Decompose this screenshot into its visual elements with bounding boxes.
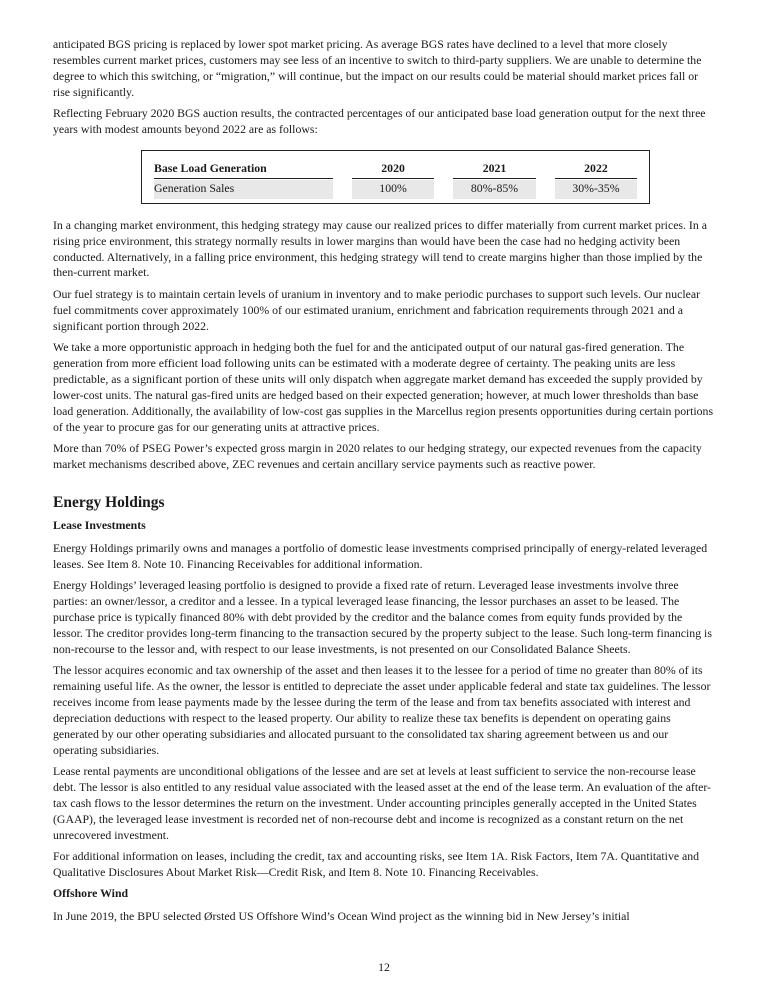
paragraph: The lessor acquires economic and tax ownership of the asset and then leases it to the lessee for a period of time no greater than 80% of its remaining useful life. As the owner, the lessor is entitled to depreciate the asset under applicable federal and state tax guidelines. The lessor receives income from lease payments made by the lessee during the term of the lease and from tax benefits associated with interest and depreciation deductions with respect to the leased property. Our ability to realize these tax benefits is dependent on operating gains generated by our other operating subsidiaries and allocated pursuant to the consolidated tax sharing agreement between us and our operating subsidiaries. — [53, 663, 711, 757]
paragraph: In June 2019, the BPU selected Ørsted US Offshore Wind’s Ocean Wind project as the winning bid in New Jersey’s initial — [53, 909, 630, 924]
table-header: 2021 — [453, 161, 535, 179]
subsection-title: Offshore Wind — [53, 886, 129, 901]
subsection-title: Lease Investments — [53, 517, 146, 532]
table-row — [154, 180, 637, 199]
table-header: Base Load Generation — [154, 161, 333, 179]
paragraph: Our fuel strategy is to maintain certain levels of uranium in inventory and to make periodic purchases to support such levels. Our nuclear fuel commitments cover approximately 100% of our estimated uranium, enrichment and fabrication requirements through 2021 and a significant portion through 2022. — [53, 286, 701, 333]
table-cell: 80%-85% — [453, 180, 535, 199]
page-number: 12 — [378, 960, 390, 974]
paragraph: For additional information on leases, including the credit, tax and accounting risks, see Item 1A. Risk Factors, Item 7A. Quantitative and Qualitative Disclosures About Market Risk—Credit Risk, and Item 8. Note 10. Financing Receivables. — [53, 849, 700, 879]
document-page — [53, 37, 715, 931]
table-header: 2022 — [555, 161, 637, 179]
hedge-table — [141, 150, 650, 204]
paragraph: In a changing market environment, this hedging strategy may cause our realized prices to differ materially from current market prices. In a rising price environment, this strategy normally results in lower margins than would have been the case had no hedging activity been conducted. Alternatively, in a falling price environment, this hedging strategy will tend to create margins higher than those implied by the then-current market. — [53, 217, 707, 280]
table-cell: Generation Sales — [154, 180, 333, 199]
section-title: Energy Holdings — [53, 493, 165, 511]
table-header: 2020 — [352, 161, 434, 179]
paragraph: Lease rental payments are unconditional obligations of the lessee and are set at levels at least sufficient to service the non-recourse lease debt. The lessor is also entitled to any residual value associated with the leased asset at the end of the lease term. An evaluation of the after-tax cash flows to the lessor determines the return on the investment. Under accounting principles generally accepted in the United States (GAAP), the leveraged lease investment is recorded net of non-recourse debt and income is recognized as a constant return on the net unrecovered investment. — [53, 764, 711, 842]
paragraph: Reflecting February 2020 BGS auction results, the contracted percentages of our anticipated base load generation output for the next three years with modest amounts beyond 2022 are as follows: — [53, 106, 706, 137]
paragraph: Energy Holdings’ leveraged leasing portfolio is designed to provide a fixed rate of return. Leveraged lease investments involve three parties: an owner/lessor, a creditor and a lessee. In a typical leveraged lease financing, the lessor purchases an asset to be leased. The purchase price is typically financed 80% with debt provided by the creditor and the balance comes from equity funds provided by the lessor. The creditor provides long-term financing to the transaction secured by the property subject to the lease. Such long-term financing is non-recourse to the lessor and, with respect to our lease investments, is not presented on our Consolidated Balance Sheets. — [53, 578, 712, 656]
paragraph: More than 70% of PSEG Power’s expected gross margin in 2020 relates to our hedging strategy, our expected revenues from the capacity market mechanisms described above, ZEC revenues and certain ancillary service payments such as reactive power. — [53, 441, 702, 471]
table-cell: 100% — [352, 180, 434, 199]
paragraph: anticipated BGS pricing is replaced by lower spot market pricing. As average BGS rates have declined to a level that more closely resembles current market prices, customers may see less of an incentive to switch to third-party suppliers. We are unable to determine the degree to which this switching, or “migration,” will continue, but the impact on our results could be material should market prices fall or rise significantly. — [53, 37, 702, 99]
table-header-row — [154, 161, 637, 180]
table-cell: 30%-35% — [555, 180, 637, 199]
paragraph: We take a more opportunistic approach in hedging both the fuel for and the anticipated output of our natural gas-fired generation. The generation from more efficient load following units can be estimated with a moderate degree of certainty. The peaking units are less predictable, as a significant portion of these units will only dispatch when aggregate market demand has exceeded the supply provided by lower-cost units. The natural gas-fired units are hedged based on their expected generation; however, at much lower thresholds than base load generation. Additionally, the availability of low-cost gas supplies in the Marcellus region presents opportunities during certain portions of the year to procure gas for our generating units at attractive prices. — [53, 340, 714, 434]
base-load-table — [154, 161, 637, 199]
paragraph: Energy Holdings primarily owns and manages a portfolio of domestic lease investments comprised principally of energy-related leveraged leases. See Item 8. Note 10. Financing Receivables for additional information. — [53, 540, 708, 571]
